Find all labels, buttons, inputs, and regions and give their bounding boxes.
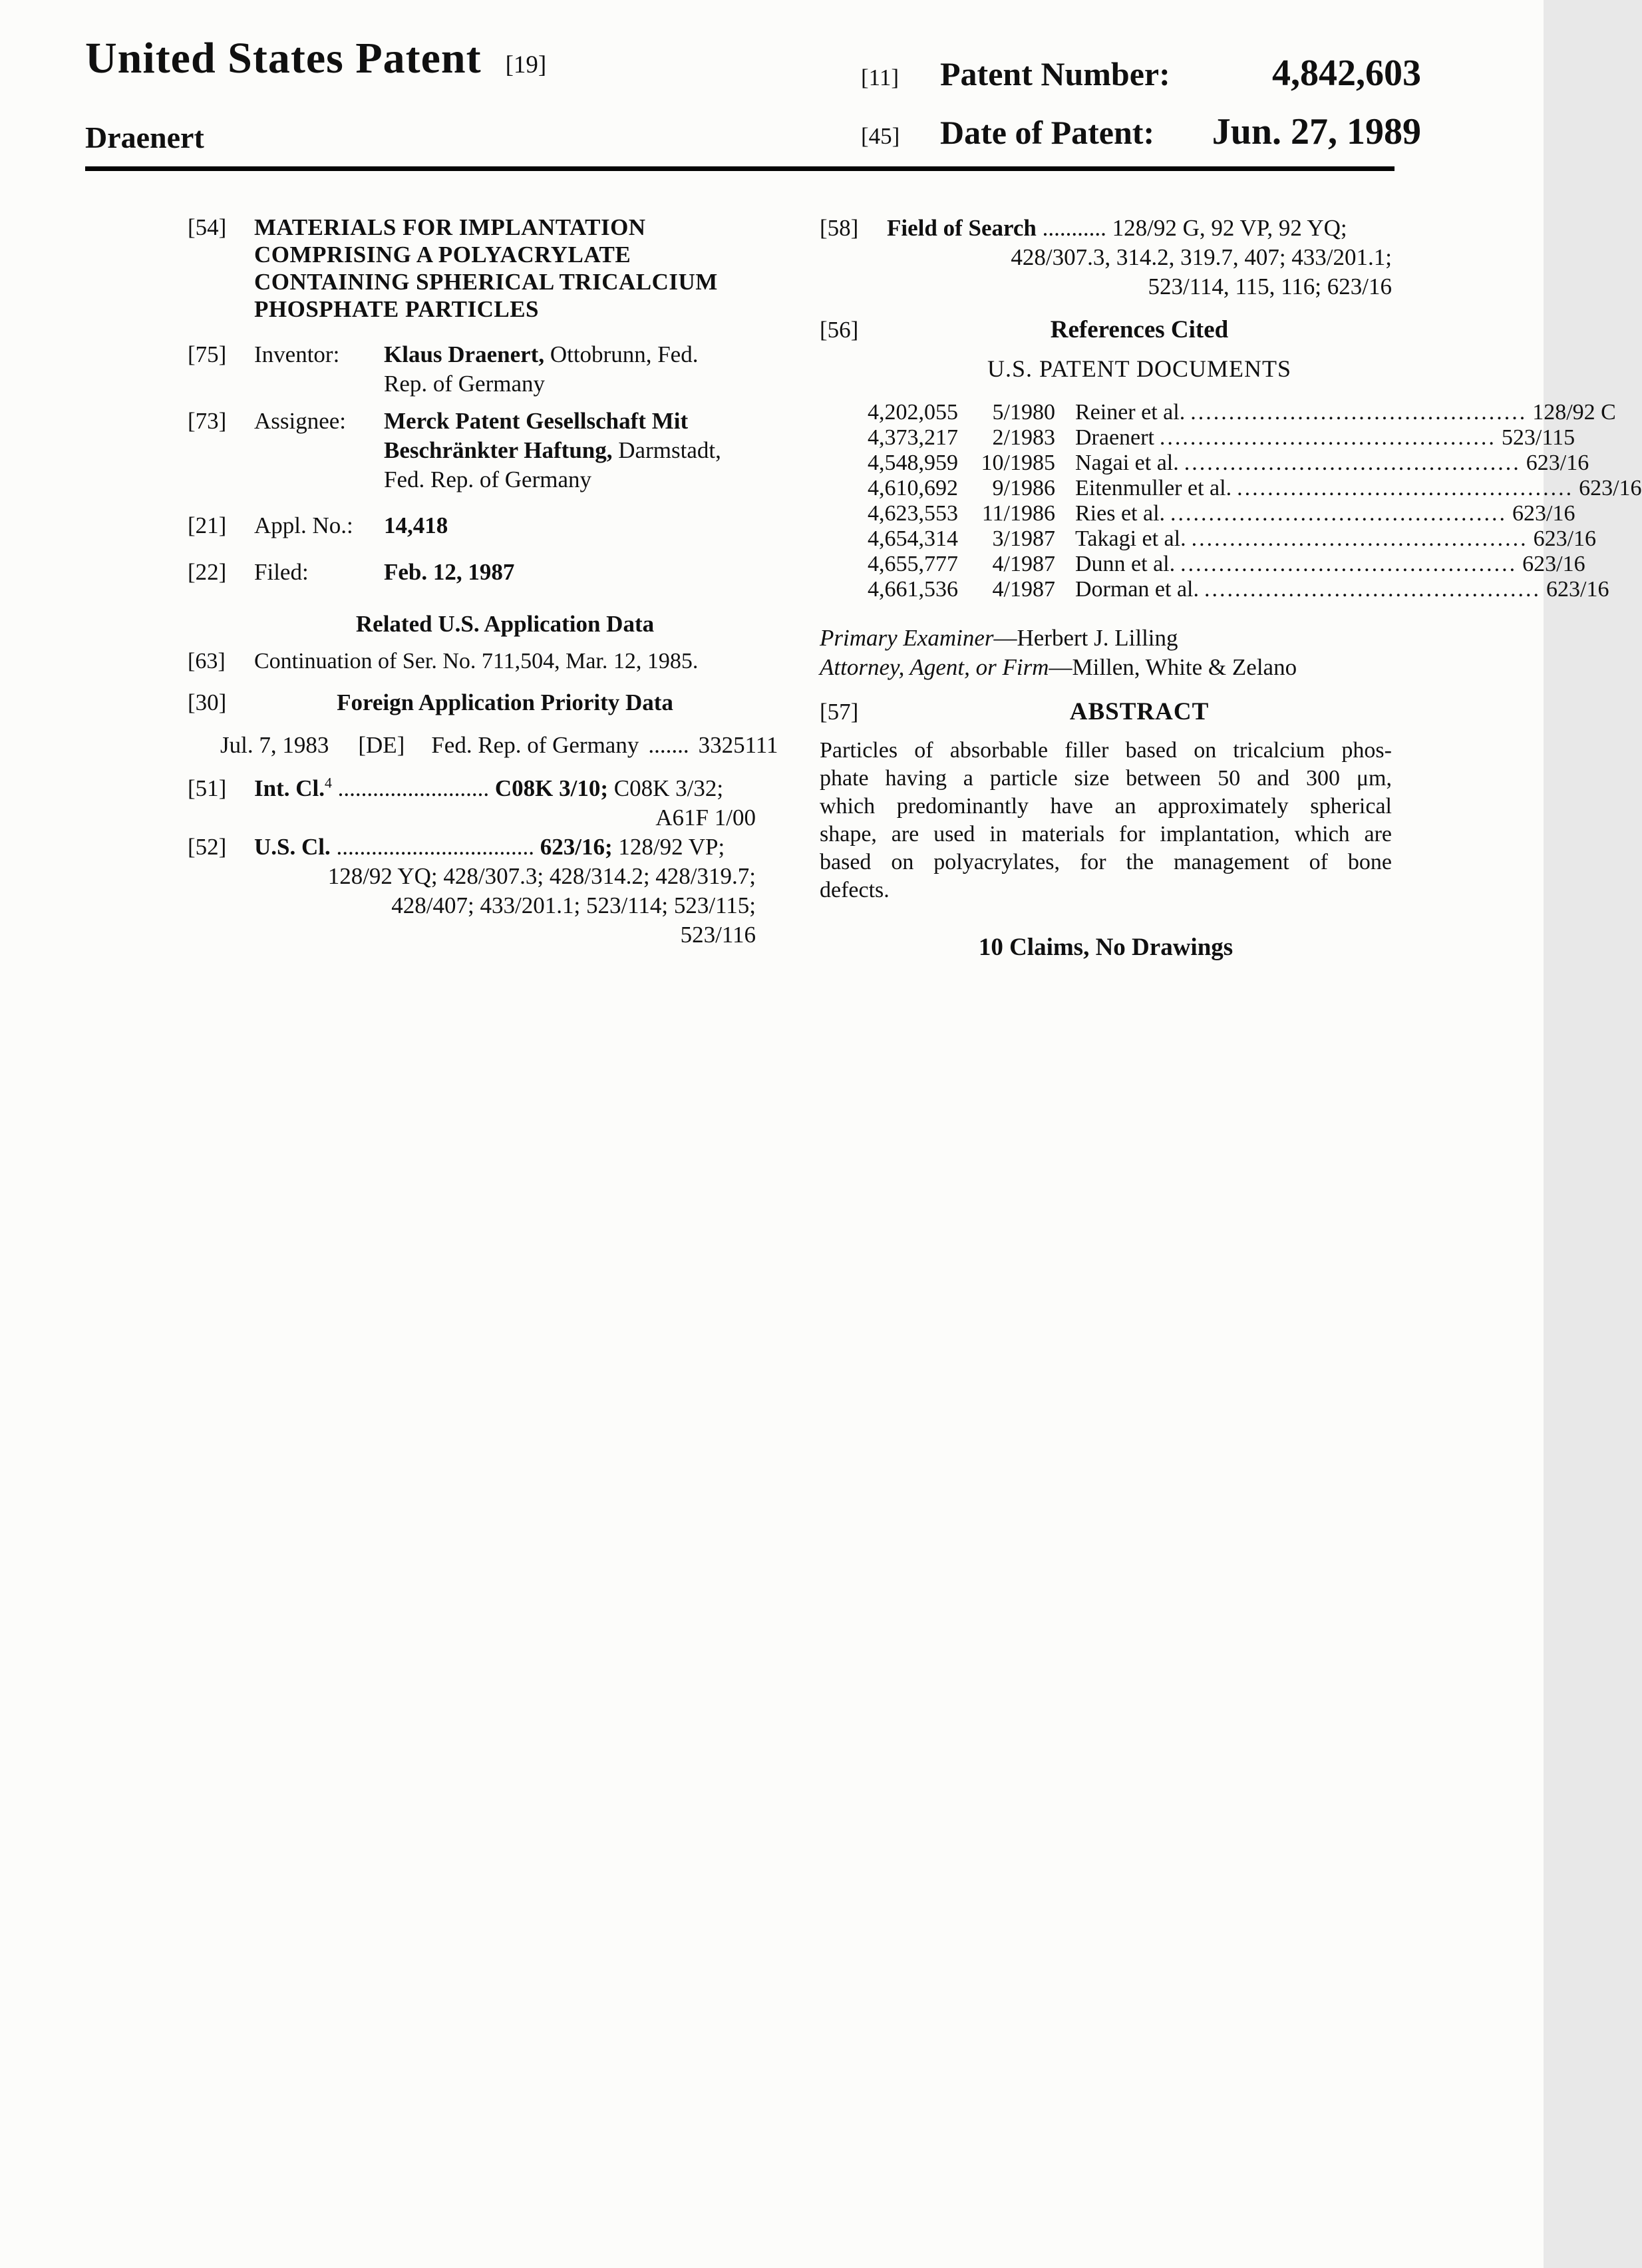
text-line bbox=[887, 243, 1392, 272]
patent-date-label: Date of Patent: bbox=[940, 114, 1155, 151]
text-line bbox=[820, 793, 1392, 821]
text-line bbox=[820, 653, 1392, 682]
cited-patent-date: 9/1986 bbox=[992, 476, 1055, 500]
table-row bbox=[820, 476, 1642, 501]
patent-number-tag: [11] bbox=[861, 65, 900, 91]
kind-code: [19] bbox=[505, 51, 547, 79]
cited-patent-class: 623/16 bbox=[1526, 451, 1589, 475]
text-segment: 128/92 YQ; 428/307.3; 428/314.2; 428/319.7; bbox=[327, 863, 756, 889]
text-line bbox=[254, 214, 756, 241]
text-line bbox=[820, 624, 1392, 653]
text-segment: —Millen, White & Zelano bbox=[1049, 654, 1297, 680]
cited-patentee-name: Ries et al. bbox=[1075, 501, 1166, 526]
inventor-value bbox=[384, 340, 756, 399]
assignee-label: Assignee: bbox=[254, 408, 347, 434]
text-segment: .................................. bbox=[330, 834, 540, 860]
table-row bbox=[820, 451, 1589, 476]
priority-country-code: [DE] bbox=[358, 732, 405, 758]
patent-number-label: Patent Number: bbox=[940, 55, 1170, 93]
abstract-heading-entry bbox=[820, 698, 1392, 726]
patent-number-value: 4,842,603 bbox=[1272, 53, 1421, 94]
cited-patent-class: 623/16 bbox=[1579, 476, 1642, 500]
text-segment: phate having a particle size between 50 and 300 μm, bbox=[820, 766, 1392, 791]
inventor-label: Inventor: bbox=[254, 341, 340, 367]
cited-patent-number: 4,661,536 bbox=[868, 577, 958, 602]
text-segment: C08K 3/32; bbox=[607, 775, 724, 801]
text-line bbox=[820, 821, 1392, 849]
text-segment: Primary Examiner bbox=[820, 625, 994, 651]
text-segment: U.S. Cl. bbox=[254, 834, 331, 860]
leader-dots: ............................................ bbox=[1184, 451, 1521, 475]
inventor-entry bbox=[85, 340, 756, 399]
patent-date-tag: [45] bbox=[861, 123, 900, 149]
references-cited-heading: References Cited bbox=[1050, 316, 1229, 343]
text-segment: Int. Cl. bbox=[254, 775, 325, 801]
assignee-tag: [73] bbox=[188, 408, 227, 434]
text-segment: Beschränkter Haftung, bbox=[384, 437, 613, 463]
application-number-tag: [21] bbox=[188, 512, 227, 538]
cited-patent-class: 623/16 bbox=[1512, 501, 1575, 526]
application-number-entry bbox=[85, 512, 756, 540]
foreign-priority-tag: [30] bbox=[188, 689, 227, 715]
table-row bbox=[820, 577, 1609, 602]
text-line bbox=[254, 295, 756, 323]
priority-application-number: 3325111 bbox=[698, 732, 778, 758]
text-line bbox=[254, 241, 756, 268]
cited-patent-date: 4/1987 bbox=[992, 552, 1055, 576]
text-segment: 523/114, 115, 116; 623/16 bbox=[1148, 274, 1392, 299]
page-title bbox=[85, 33, 546, 84]
text-line bbox=[384, 407, 756, 436]
cited-patent-number: 4,610,692 bbox=[868, 476, 958, 500]
field-of-search-tag: [58] bbox=[820, 215, 859, 241]
text-segment: Field of Search bbox=[887, 215, 1037, 241]
cited-patentee-name: Takagi et al. bbox=[1075, 526, 1186, 551]
cited-patent-number: 4,373,217 bbox=[868, 425, 958, 450]
text-segment: CONTAINING SPHERICAL TRICALCIUM bbox=[254, 269, 718, 295]
text-line bbox=[820, 876, 1392, 904]
text-segment: Attorney, Agent, or Firm bbox=[820, 654, 1049, 680]
application-number-label: Appl. No.: bbox=[254, 512, 353, 538]
cited-patentee-name: Nagai et al. bbox=[1075, 451, 1179, 475]
leader-dots: ............................................ bbox=[1190, 400, 1528, 425]
text-line bbox=[254, 891, 756, 920]
continuation-tag: [63] bbox=[188, 649, 226, 673]
text-segment: C08K 3/10; bbox=[494, 775, 608, 801]
text-segment: Fed. Rep. of Germany bbox=[384, 467, 592, 492]
table-row bbox=[820, 526, 1597, 552]
left-column bbox=[85, 203, 778, 950]
us-patent-documents-heading: U.S. PATENT DOCUMENTS bbox=[987, 355, 1292, 382]
text-segment: Rep. of Germany bbox=[384, 371, 546, 397]
assignee-entry bbox=[85, 407, 756, 494]
text-segment: 623/16; bbox=[540, 834, 613, 860]
cited-patent-date: 11/1986 bbox=[981, 501, 1055, 526]
cited-patent-date: 10/1985 bbox=[981, 451, 1055, 475]
cited-patentee-name: Reiner et al. bbox=[1075, 400, 1186, 425]
inventor-tag: [75] bbox=[188, 341, 227, 367]
title-text: United States Patent bbox=[85, 34, 482, 83]
cited-patent-number: 4,623,553 bbox=[868, 501, 958, 526]
filed-date-value: Feb. 12, 1987 bbox=[384, 559, 515, 585]
abstract-heading: ABSTRACT bbox=[1069, 698, 1210, 725]
text-segment: PHOSPHATE PARTICLES bbox=[254, 296, 540, 322]
text-segment: based on polyacrylates, for the management of bone bbox=[820, 850, 1392, 874]
text-line bbox=[820, 765, 1392, 793]
text-line bbox=[254, 833, 756, 862]
cited-patentee-name: Dunn et al. bbox=[1075, 552, 1176, 576]
continuation-entry bbox=[85, 648, 756, 675]
text-segment: 428/307.3, 314.2, 319.7, 407; 433/201.1; bbox=[1011, 244, 1392, 270]
cited-patentee-name: Eitenmuller et al. bbox=[1075, 476, 1232, 500]
foreign-priority-heading-entry bbox=[85, 689, 756, 717]
text-line bbox=[254, 774, 756, 803]
priority-date: Jul. 7, 1983 bbox=[220, 732, 329, 758]
text-line bbox=[254, 920, 756, 950]
text-segment: 523/116 bbox=[680, 922, 756, 948]
patent-id-block bbox=[861, 52, 1421, 169]
cited-patentee-name: Dorman et al. bbox=[1075, 577, 1199, 602]
cited-patent-date: 4/1987 bbox=[992, 577, 1055, 602]
text-line bbox=[384, 369, 756, 399]
us-cl-value bbox=[254, 833, 756, 950]
assignee-value bbox=[384, 407, 756, 494]
table-row bbox=[820, 552, 1585, 577]
cited-patentee-name: Draenert bbox=[1075, 425, 1154, 450]
cited-patent-date: 3/1987 bbox=[992, 526, 1055, 551]
us-cl-tag: [52] bbox=[188, 834, 227, 860]
text-segment: Particles of absorbable filler based on tricalcium phos- bbox=[820, 738, 1392, 763]
text-segment: Ottobrunn, Fed. bbox=[544, 341, 699, 367]
table-row bbox=[820, 425, 1575, 451]
leader-dots: ............................................ bbox=[1191, 526, 1528, 551]
table-row bbox=[820, 501, 1575, 526]
invention-title-tag: [54] bbox=[188, 214, 227, 240]
text-line bbox=[820, 849, 1392, 876]
field-of-search-entry bbox=[820, 214, 1392, 301]
text-line bbox=[820, 737, 1392, 765]
header-divider bbox=[85, 166, 1395, 171]
table-row bbox=[820, 400, 1616, 425]
field-of-search-value bbox=[887, 214, 1392, 301]
text-line bbox=[887, 214, 1392, 243]
text-segment: 428/407; 433/201.1; 523/114; 523/115; bbox=[391, 892, 756, 918]
right-column bbox=[820, 203, 1642, 962]
text-segment: which predominantly have an approximately spherical bbox=[820, 794, 1392, 819]
application-number-value: 14,418 bbox=[384, 512, 448, 538]
text-segment: 4 bbox=[325, 775, 332, 791]
us-cl-entry bbox=[85, 833, 756, 950]
priority-leader-dots: ....... bbox=[648, 732, 689, 758]
text-segment: shape, are used in materials for implantation, which are bbox=[820, 822, 1392, 847]
text-line bbox=[254, 803, 756, 833]
text-segment: A61F 1/00 bbox=[655, 805, 756, 831]
text-segment: defects. bbox=[820, 878, 890, 902]
text-line bbox=[887, 272, 1392, 301]
cited-patent-number: 4,548,959 bbox=[868, 451, 958, 475]
int-cl-entry bbox=[85, 774, 756, 833]
cited-patent-date: 5/1980 bbox=[992, 400, 1055, 425]
filed-date-label: Filed: bbox=[254, 559, 309, 585]
related-application-heading: Related U.S. Application Data bbox=[355, 611, 655, 637]
leader-dots: ............................................ bbox=[1237, 476, 1574, 500]
examiner-block bbox=[820, 624, 1392, 682]
int-cl-value bbox=[254, 774, 756, 833]
patent-date-row bbox=[861, 110, 1421, 153]
leader-dots: ............................................ bbox=[1170, 501, 1508, 526]
leader-dots: ............................................ bbox=[1180, 552, 1518, 576]
text-segment: Klaus Draenert, bbox=[384, 341, 545, 367]
patent-date-value: Jun. 27, 1989 bbox=[1212, 111, 1421, 152]
text-segment: .......................... bbox=[331, 775, 495, 801]
continuation-text: Continuation of Ser. No. 711,504, Mar. 12, 1985. bbox=[254, 649, 699, 673]
cited-patent-class: 623/16 bbox=[1522, 552, 1585, 576]
invention-title bbox=[254, 214, 756, 323]
cited-patent-number: 4,654,314 bbox=[868, 526, 958, 551]
text-segment: ........... 128/92 G, 92 VP, 92 YQ; bbox=[1036, 215, 1347, 241]
references-cited-entry bbox=[820, 316, 1392, 344]
cited-patent-class: 623/16 bbox=[1533, 526, 1597, 551]
text-segment: 128/92 VP; bbox=[612, 834, 725, 860]
text-line bbox=[254, 862, 756, 891]
text-segment: Darmstadt, bbox=[612, 437, 721, 463]
patent-number-row bbox=[861, 52, 1421, 94]
cited-patent-class: 128/92 C bbox=[1532, 400, 1616, 425]
int-cl-tag: [51] bbox=[188, 775, 227, 801]
text-line bbox=[254, 268, 756, 295]
text-line bbox=[384, 465, 756, 494]
leader-dots: ............................................ bbox=[1204, 577, 1541, 602]
priority-claim-line bbox=[220, 731, 778, 759]
text-line bbox=[384, 436, 756, 465]
cited-patent-class: 623/16 bbox=[1546, 577, 1609, 602]
cited-patent-class: 523/115 bbox=[1501, 425, 1575, 450]
filed-date-entry bbox=[85, 558, 756, 586]
priority-country: Fed. Rep. of Germany bbox=[431, 732, 639, 758]
text-segment: Merck Patent Gesellschaft Mit bbox=[384, 408, 689, 434]
text-segment: COMPRISING A POLYACRYLATE bbox=[254, 242, 631, 268]
cited-patent-date: 2/1983 bbox=[992, 425, 1055, 450]
abstract-text bbox=[820, 737, 1392, 904]
cited-patent-number: 4,202,055 bbox=[868, 400, 958, 425]
text-line bbox=[384, 340, 756, 369]
foreign-priority-heading: Foreign Application Priority Data bbox=[337, 689, 673, 715]
leader-dots: ............................................ bbox=[1159, 425, 1496, 450]
text-segment: —Herbert J. Lilling bbox=[993, 625, 1178, 651]
inventor-surname: Draenert bbox=[85, 120, 204, 154]
cited-patent-number: 4,655,777 bbox=[868, 552, 958, 576]
text-segment: MATERIALS FOR IMPLANTATION bbox=[254, 214, 646, 240]
references-cited-tag: [56] bbox=[820, 317, 859, 343]
filed-date-tag: [22] bbox=[188, 559, 227, 585]
claims-note: 10 Claims, No Drawings bbox=[978, 934, 1233, 961]
invention-title-entry bbox=[85, 214, 756, 323]
abstract-tag: [57] bbox=[820, 699, 859, 725]
patent-documents-table bbox=[820, 400, 1642, 602]
